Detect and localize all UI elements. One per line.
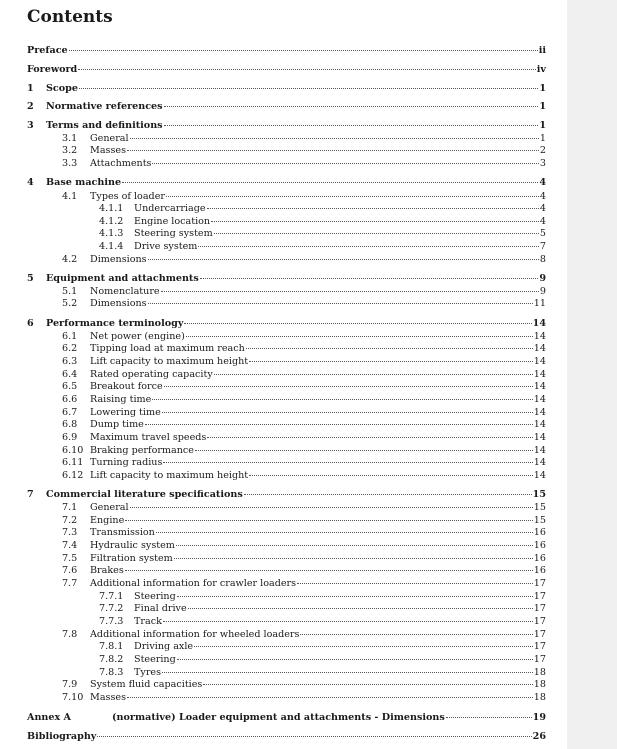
toc-entry-label: Masses: [90, 145, 126, 156]
toc-entry-label: Commercial literature specifications: [46, 489, 243, 500]
toc-entry-page: 9: [539, 273, 546, 284]
toc-entry-page: 4: [539, 191, 546, 202]
dot-leader: [130, 507, 533, 508]
dot-leader: [130, 138, 539, 139]
toc-entry-page: 14: [533, 369, 546, 380]
dot-leader: [166, 196, 539, 197]
toc-entry[interactable]: [27, 578, 546, 590]
dot-leader: [162, 412, 533, 413]
toc-entry[interactable]: [27, 356, 546, 368]
toc-entry-number: 6.6: [62, 394, 78, 405]
toc-entry-number: 7.9: [62, 679, 78, 690]
toc-entry-number: 4.1: [62, 191, 78, 202]
toc-entry-number: 7.1: [62, 502, 78, 513]
dot-leader: [198, 246, 539, 247]
dot-leader: [207, 437, 532, 438]
toc-entry[interactable]: [27, 667, 546, 679]
dot-leader: [300, 634, 532, 635]
toc-entry-number: 4.1.3: [99, 228, 124, 239]
toc-entry-number: 3.2: [62, 145, 78, 156]
toc-entry-label: Normative references: [46, 101, 163, 112]
toc-entry[interactable]: [27, 515, 546, 527]
toc-entry-number: Annex A: [27, 712, 72, 723]
toc-entry-page: 17: [533, 654, 546, 665]
toc-entry-label: General: [90, 133, 129, 144]
dot-leader: [246, 348, 533, 349]
toc-entry-number: 6: [27, 318, 34, 329]
toc-entry-label: Steering: [134, 654, 176, 665]
dot-leader: [184, 323, 531, 324]
toc-entry-page: 18: [533, 679, 546, 690]
toc-entry[interactable]: [27, 369, 546, 381]
toc-entry-page: 1: [539, 120, 546, 131]
toc-entry[interactable]: [27, 177, 546, 189]
toc-entry-page: 17: [533, 616, 546, 627]
toc-entry-number: 4.1.2: [99, 216, 124, 227]
toc-entry-page: 14: [532, 318, 546, 329]
toc-entry-label: Brakes: [90, 565, 124, 576]
toc-entry-number: 6.5: [62, 381, 78, 392]
toc-entry-label: Lowering time: [90, 407, 161, 418]
toc-entry-label: Turning radius: [90, 457, 163, 468]
toc-entry-page: 1: [539, 133, 546, 144]
dot-leader: [145, 424, 533, 425]
toc-entry[interactable]: [27, 470, 546, 482]
toc-entry[interactable]: [27, 616, 546, 628]
dot-leader: [214, 233, 539, 234]
dot-leader: [148, 303, 533, 304]
toc-entry-number: 6.12: [62, 470, 84, 481]
dot-leader: [203, 684, 532, 685]
toc-entry[interactable]: [27, 241, 546, 253]
toc-entry-number: 7: [27, 489, 34, 500]
toc-entry-label: Engine location: [134, 216, 211, 227]
toc-entry-label: General: [90, 502, 129, 513]
toc-entry[interactable]: [27, 318, 546, 330]
dot-leader: [249, 475, 533, 476]
toc-entry-number: 7.8.2: [99, 654, 124, 665]
toc-entry-label: Additional information for crawler loaders: [90, 578, 297, 589]
toc-entry-page: 17: [533, 578, 546, 589]
toc-entry[interactable]: [27, 692, 546, 704]
toc-entry-label: Hydraulic system: [90, 540, 175, 551]
toc-entry-label: System fluid capacities: [90, 679, 203, 690]
dot-leader: [188, 608, 533, 609]
toc-entry[interactable]: [27, 101, 546, 113]
toc-entry-label: Track: [134, 616, 162, 627]
toc-entry[interactable]: [27, 432, 546, 444]
toc-entry-label: Steering system: [134, 228, 213, 239]
dot-leader: [177, 596, 533, 597]
toc-entry-page: 2: [539, 145, 546, 156]
toc-entry-number: 6.11: [62, 457, 84, 468]
toc-entry-label: Foreword: [27, 64, 78, 75]
toc-entry-number: 6.2: [62, 343, 78, 354]
toc-entry[interactable]: [27, 641, 546, 653]
toc-entry-page: 14: [533, 419, 546, 430]
toc-entry-page: 14: [533, 470, 546, 481]
dot-leader: [297, 583, 533, 584]
toc-entry-number: 7.8: [62, 629, 78, 640]
toc-entry-label: Net power (engine): [90, 331, 185, 342]
toc-entry-page: 15: [533, 502, 546, 513]
toc-entry-number: 7.8.1: [99, 641, 124, 652]
toc-entry-number: 4: [27, 177, 34, 188]
toc-entry-label: Base machine: [46, 177, 122, 188]
dot-leader: [163, 462, 532, 463]
toc-entry-label: Engine: [90, 515, 125, 526]
toc-entry[interactable]: [27, 228, 546, 240]
dot-leader: [161, 291, 539, 292]
dot-leader: [162, 672, 533, 673]
toc-entry-number: 7.3: [62, 527, 78, 538]
toc-entry-number: 7.4: [62, 540, 78, 551]
dot-leader: [164, 125, 539, 126]
toc-entry[interactable]: [27, 457, 546, 469]
toc-entry-label: Tipping load at maximum reach: [90, 343, 245, 354]
toc-entry[interactable]: [27, 83, 546, 95]
toc-entry-page: ii: [538, 45, 546, 56]
toc-entry-label: Drive system: [134, 241, 198, 252]
toc-entry-page: iv: [536, 64, 546, 75]
toc-entry-page: 14: [533, 331, 546, 342]
toc-entry-label: Steering: [134, 591, 176, 602]
toc-entry-number: 7.10: [62, 692, 84, 703]
toc-entry-page: 4: [539, 216, 546, 227]
toc-entry-page: 3: [539, 158, 546, 169]
dot-leader: [446, 717, 532, 718]
toc-entry-label: Maximum travel speeds: [90, 432, 207, 443]
toc-entry-page: 17: [533, 591, 546, 602]
toc-entry-number: 7.8.3: [99, 667, 124, 678]
toc-entry-number: 3.1: [62, 133, 78, 144]
toc-entry-number: 6.1: [62, 331, 78, 342]
toc-entry-label: Masses: [90, 692, 126, 703]
toc-entry-label: Filtration system: [90, 553, 173, 564]
toc-entry[interactable]: [27, 394, 546, 406]
toc-entry[interactable]: [27, 712, 546, 724]
dot-leader: [214, 374, 533, 375]
toc-entry-label: Bibliography: [27, 731, 97, 742]
toc-entry-number: 6.9: [62, 432, 78, 443]
toc-entry-page: 16: [533, 565, 546, 576]
dot-leader: [97, 736, 531, 737]
toc-entry-label: Braking performance: [90, 445, 194, 456]
toc-entry[interactable]: [27, 489, 546, 501]
toc-entry-number: 5.2: [62, 298, 78, 309]
dot-leader: [186, 336, 533, 337]
toc-entry-page: 1: [539, 101, 546, 112]
toc-entry-label: Breakout force: [90, 381, 163, 392]
toc-entry-page: 17: [533, 603, 546, 614]
toc-entry[interactable]: [27, 603, 546, 615]
toc-entry-number: 5.1: [62, 286, 78, 297]
toc-entry-label: Nomenclature: [90, 286, 160, 297]
toc-entry-number: 4.1.1: [99, 203, 124, 214]
dot-leader: [195, 450, 533, 451]
toc-entry-page: 14: [533, 407, 546, 418]
toc-entry[interactable]: [27, 64, 546, 76]
toc-entry-number: 7.2: [62, 515, 78, 526]
dot-leader: [163, 621, 533, 622]
toc-entry-number: 7.7.3: [99, 616, 124, 627]
toc-entry-page: 15: [532, 489, 546, 500]
toc-entry-page: 16: [533, 540, 546, 551]
toc-entry-label: Transmission: [90, 527, 155, 538]
toc-entry-number: 4.2: [62, 254, 78, 265]
toc-entry[interactable]: [27, 553, 546, 565]
toc-entry-page: 14: [533, 457, 546, 468]
dot-leader: [200, 278, 539, 279]
dot-leader: [127, 150, 539, 151]
toc-entry-number: 2: [27, 101, 34, 112]
dot-leader: [125, 520, 533, 521]
toc-entry-label: Additional information for wheeled loaders: [90, 629, 300, 640]
toc-entry-page: 9: [539, 286, 546, 297]
toc-entry-page: 17: [533, 641, 546, 652]
toc-entry-page: 15: [533, 515, 546, 526]
dot-leader: [69, 50, 538, 51]
toc-entry[interactable]: [27, 629, 546, 641]
toc-entry-page: 11: [533, 298, 546, 309]
dot-leader: [152, 399, 532, 400]
toc-entry[interactable]: [27, 527, 546, 539]
toc-entry[interactable]: [27, 203, 546, 215]
toc-entry-number: 5: [27, 273, 34, 284]
toc-entry[interactable]: [27, 298, 546, 310]
toc-entry-label: Driving axle: [134, 641, 194, 652]
dot-leader: [194, 646, 533, 647]
toc-entry-number: 6.10: [62, 445, 84, 456]
dot-leader: [177, 659, 533, 660]
toc-entry-label: Equipment and attachments: [46, 273, 199, 284]
toc-entry-number: 7.5: [62, 553, 78, 564]
toc-entry-number: 7.7: [62, 578, 78, 589]
toc-entry[interactable]: [27, 145, 546, 157]
toc-entry-label: Lift capacity to maximum height: [90, 470, 249, 481]
dot-leader: [152, 163, 538, 164]
toc-entry-page: 14: [533, 356, 546, 367]
toc-entry-page: 18: [533, 667, 546, 678]
toc-entry-page: 16: [533, 527, 546, 538]
toc-entry-label: Scope: [46, 83, 78, 94]
toc-entry[interactable]: [27, 445, 546, 457]
toc-entry-page: 26: [532, 731, 546, 742]
toc-entry[interactable]: [27, 679, 546, 691]
side-panel: [567, 0, 617, 749]
toc-entry-page: 18: [533, 692, 546, 703]
dot-leader: [174, 558, 533, 559]
annex-title: (normative) Loader equipment and attachments - Dimensions: [112, 712, 445, 723]
toc-entry-label: Raising time: [90, 394, 152, 405]
toc-entry-label: Types of loader: [90, 191, 165, 202]
toc-entry[interactable]: [27, 45, 546, 57]
toc-entry-number: 6.4: [62, 369, 78, 380]
toc-entry-number: 7.7.1: [99, 591, 124, 602]
toc-entry-number: 1: [27, 83, 34, 94]
dot-leader: [164, 386, 533, 387]
toc-entry-label: Dimensions: [90, 298, 147, 309]
toc-entry-page: 4: [539, 177, 546, 188]
toc-entry-label: Rated operating capacity: [90, 369, 213, 380]
toc-entry-page: 16: [533, 553, 546, 564]
toc-entry-label: Final drive: [134, 603, 187, 614]
toc-entry-number: 6.3: [62, 356, 78, 367]
dot-leader: [207, 208, 539, 209]
toc-entry-page: 5: [539, 228, 546, 239]
toc-entry-page: 14: [533, 394, 546, 405]
toc-entry[interactable]: [27, 158, 546, 170]
toc-entry[interactable]: [27, 343, 546, 355]
toc-entry-page: 14: [533, 381, 546, 392]
toc-entry[interactable]: [27, 565, 546, 577]
toc-entry-label: Attachments: [90, 158, 152, 169]
toc-entry[interactable]: [27, 654, 546, 666]
toc-entry[interactable]: [27, 331, 546, 343]
toc-entry[interactable]: [27, 191, 546, 203]
toc-entry[interactable]: [27, 254, 546, 266]
toc-entry-number: 3: [27, 120, 34, 131]
toc-entry-label: Terms and definitions: [46, 120, 163, 131]
dot-leader: [148, 259, 539, 260]
page-title: Contents: [27, 7, 113, 27]
toc-entry-label: Performance terminology: [46, 318, 184, 329]
toc-entry[interactable]: [27, 286, 546, 298]
toc-entry[interactable]: [27, 731, 546, 743]
dot-leader: [164, 106, 539, 107]
toc-entry[interactable]: [27, 502, 546, 514]
toc-entry[interactable]: [27, 133, 546, 145]
toc-entry-page: 19: [532, 712, 546, 723]
toc-entry-number: 7.7.2: [99, 603, 124, 614]
toc-entry-label: Undercarriage: [134, 203, 206, 214]
dot-leader: [122, 182, 538, 183]
toc-entry-page: 4: [539, 203, 546, 214]
dot-leader: [127, 697, 533, 698]
dot-leader: [79, 88, 538, 89]
dot-leader: [176, 545, 533, 546]
toc-entry[interactable]: [27, 407, 546, 419]
toc-entry[interactable]: [27, 540, 546, 552]
toc-entry[interactable]: [27, 120, 546, 132]
toc-entry[interactable]: [27, 591, 546, 603]
toc-entry-label: Tyres: [134, 667, 162, 678]
toc-entry-label: [112, 712, 445, 724]
toc-entry-label: Lift capacity to maximum height: [90, 356, 249, 367]
toc-entry[interactable]: [27, 216, 546, 228]
dot-leader: [156, 532, 533, 533]
toc-entry-page: 7: [539, 241, 546, 252]
toc-entry-number: 6.7: [62, 407, 78, 418]
toc-entry-label: Dimensions: [90, 254, 147, 265]
toc-entry-number: 6.8: [62, 419, 78, 430]
dot-leader: [249, 361, 533, 362]
toc-entry-page: 14: [533, 343, 546, 354]
toc-entry[interactable]: [27, 273, 546, 285]
toc-entry-page: 14: [533, 432, 546, 443]
toc-entry-page: 8: [539, 254, 546, 265]
dot-leader: [244, 494, 532, 495]
toc-entry-label: Preface: [27, 45, 68, 56]
toc-entry-page: 14: [533, 445, 546, 456]
toc-entry-number: 7.6: [62, 565, 78, 576]
toc-entry[interactable]: [27, 419, 546, 431]
toc-entry[interactable]: [27, 381, 546, 393]
toc-entry-label: Dump time: [90, 419, 144, 430]
toc-entry-number: 3.3: [62, 158, 78, 169]
toc-entry-page: 17: [533, 629, 546, 640]
dot-leader: [125, 570, 533, 571]
toc-entry-number: 4.1.4: [99, 241, 124, 252]
dot-leader: [78, 69, 536, 70]
toc-entry-page: 1: [539, 83, 546, 94]
dot-leader: [211, 221, 539, 222]
